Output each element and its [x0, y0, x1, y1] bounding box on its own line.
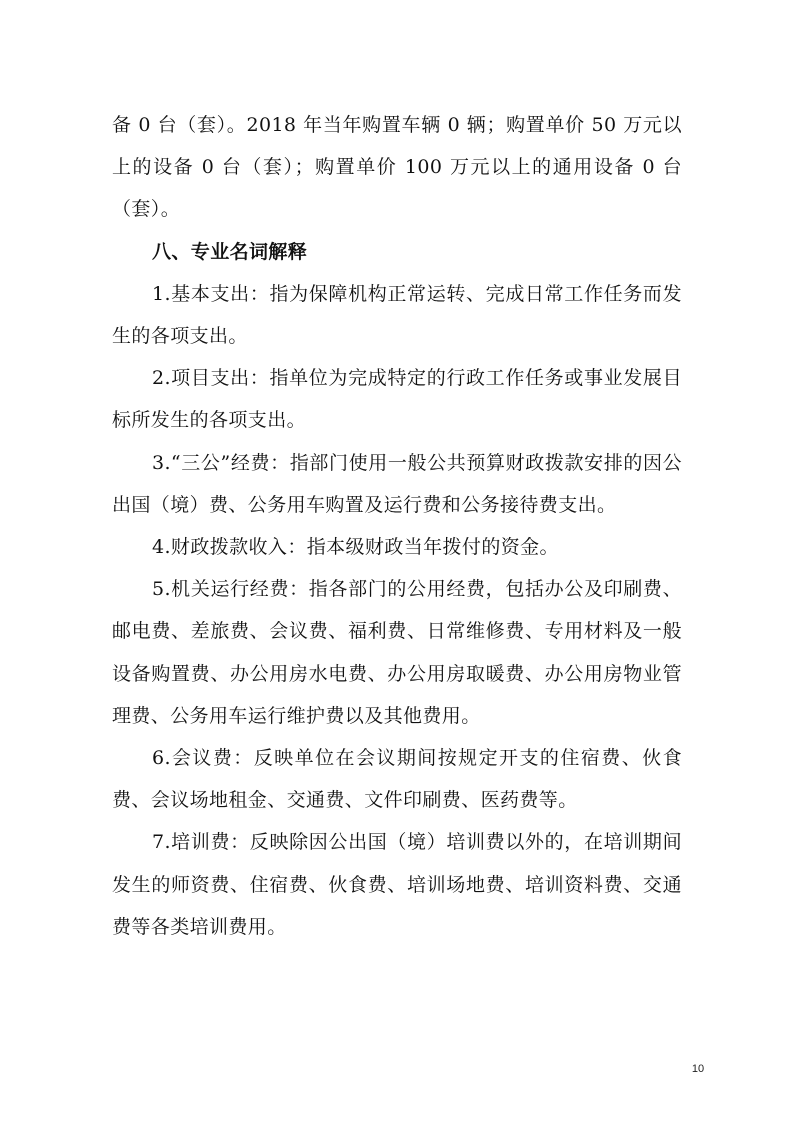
page-number: 10	[691, 1063, 705, 1075]
continuation-paragraph: 备 0 台（套）。2018 年当年购置车辆 0 辆；购置单价 50 万元以上的设备 0 台（套）；购置单价 100 万元以上的通用设备 0 台（套）。	[112, 114, 682, 221]
definition-training-fees: 7.培训费：反映除因公出国（境）培训费以外的，在培训期间发生的师资费、住宿费、伙食费、培训场地费、培训资料费、交通费等各类培训费用。	[112, 831, 682, 938]
section-heading: 八、专业名词解释	[152, 240, 308, 263]
definition-meeting-fees: 6.会议费：反映单位在会议期间按规定开支的住宿费、伙食费、会议场地租金、交通费、文件印刷费、医药费等。	[112, 747, 682, 812]
definition-basic-expenditure: 1.基本支出：指为保障机构正常运转、完成日常工作任务而发生的各项支出。	[112, 282, 682, 348]
page-body	[112, 104, 682, 948]
definition-agency-operating-expenses: 5.机关运行经费：指各部门的公用经费，包括办公及印刷费、邮电费、差旅费、会议费、福利费、日常维修费、专用材料及一般设备购置费、办公用房水电费、办公用房取暖费、办公用房物业管理费、公务用车运行维护费以及其他费用。	[112, 578, 682, 727]
definition-fiscal-appropriation-income: 4.财政拨款收入：指本级财政当年拨付的资金。	[152, 536, 559, 559]
definition-three-public-expenses: 3.“三公”经费：指部门使用一般公共预算财政拨款安排的因公出国（境）费、公务用车购置及运行费和公务接待费支出。	[112, 451, 682, 516]
definition-project-expenditure: 2.项目支出：指单位为完成特定的行政工作任务或事业发展目标所发生的各项支出。	[112, 367, 682, 432]
